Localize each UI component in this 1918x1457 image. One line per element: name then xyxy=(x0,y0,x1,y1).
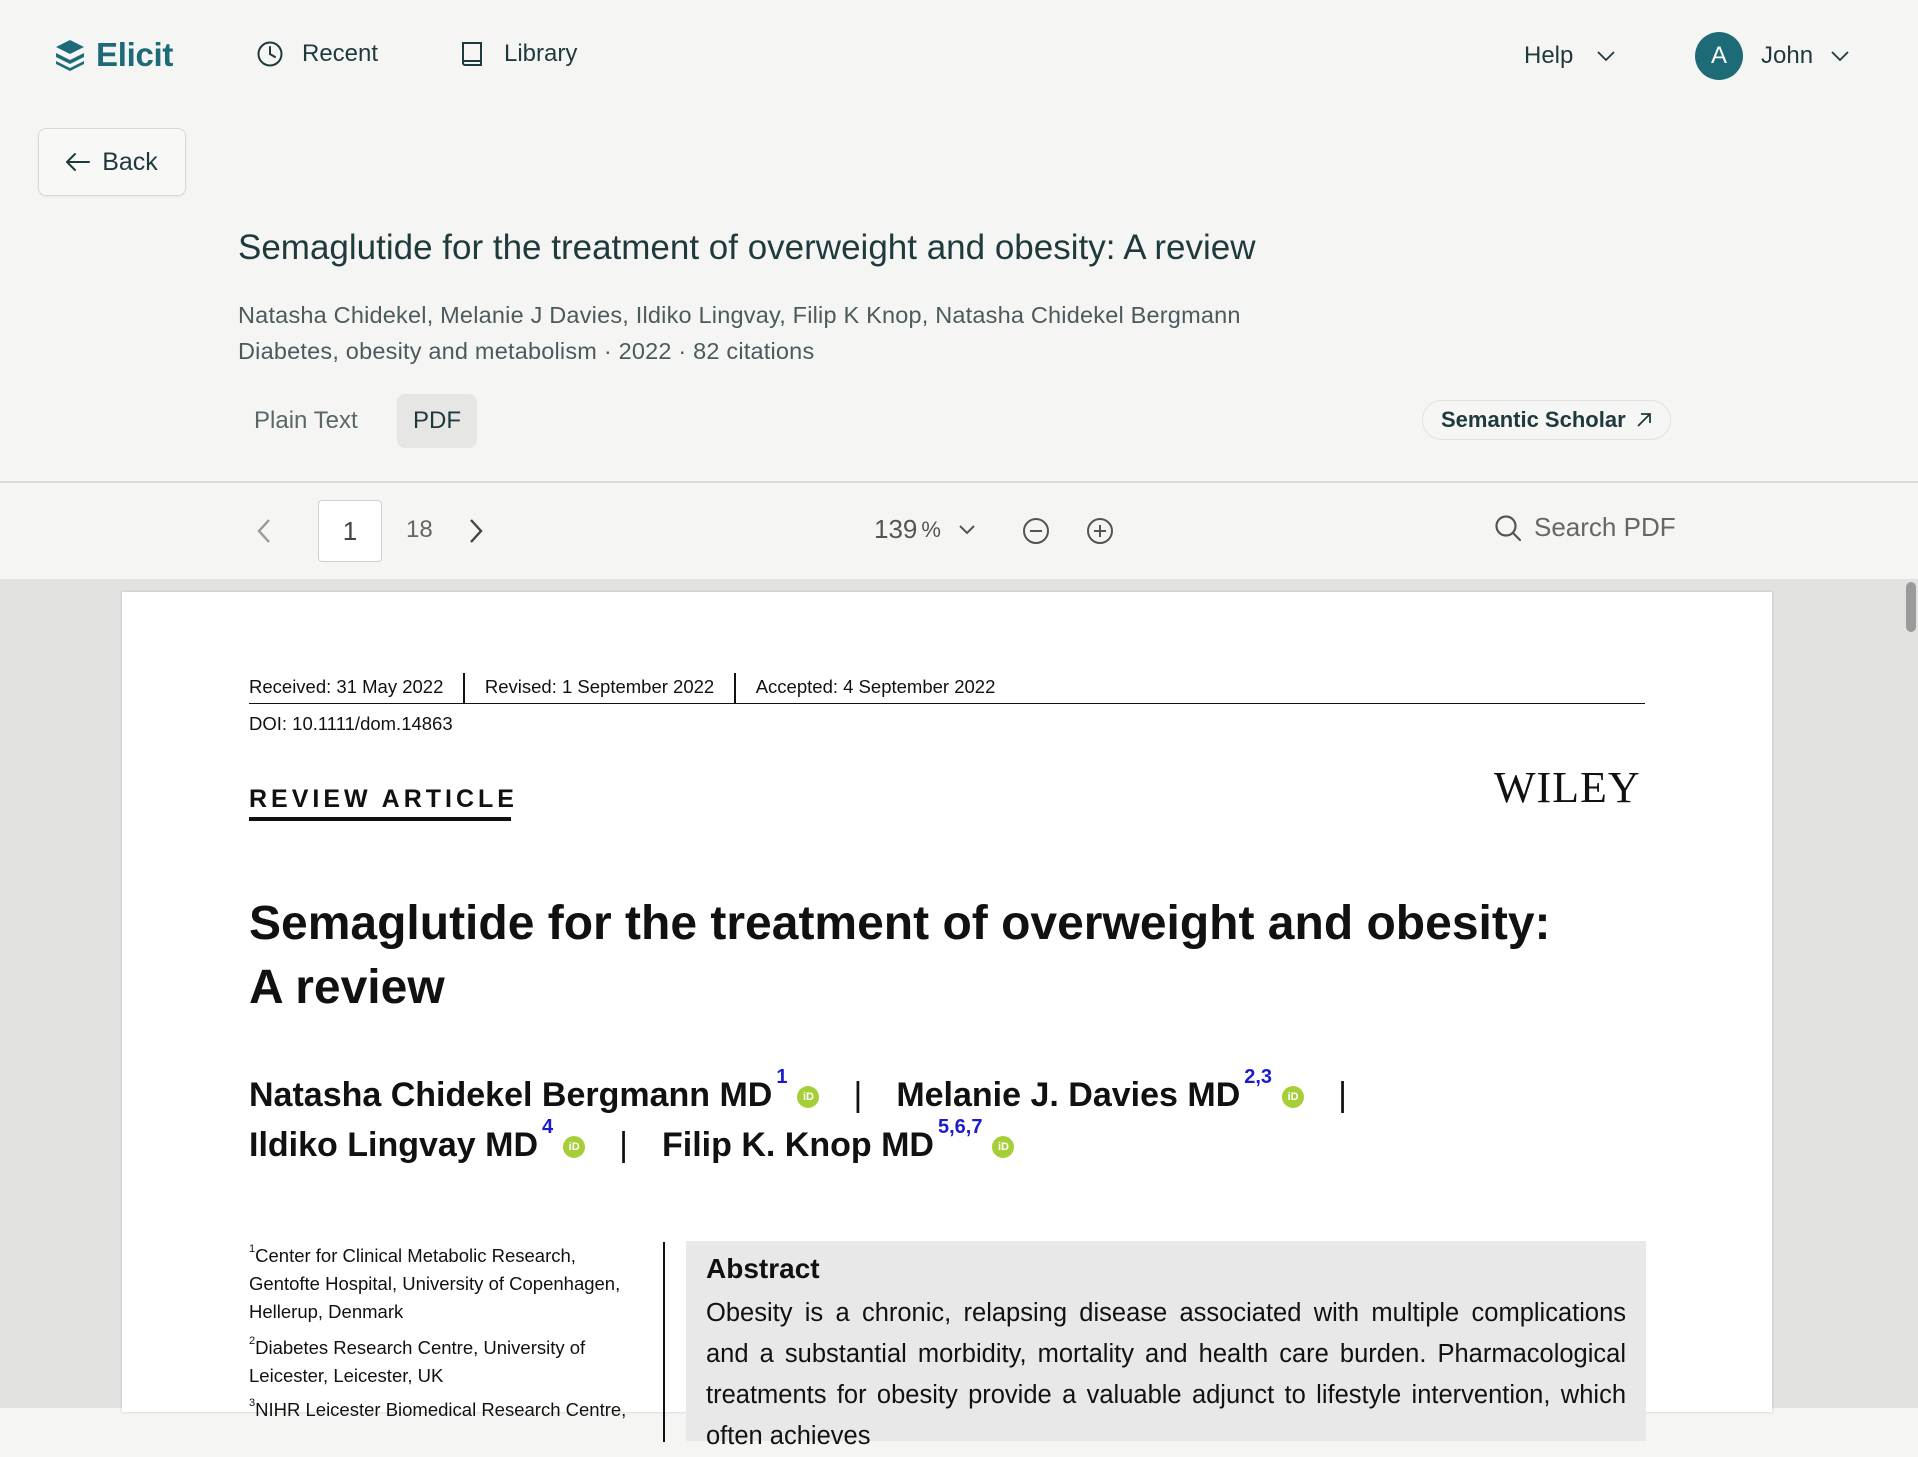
author-line xyxy=(249,1066,1381,1115)
orcid-icon[interactable]: iD xyxy=(563,1136,585,1158)
article-history xyxy=(249,673,1645,704)
search-icon xyxy=(1494,514,1522,542)
zoom-value: 139 xyxy=(874,514,918,544)
back-button[interactable] xyxy=(38,128,186,196)
divider xyxy=(734,673,736,704)
article-title-line: A review xyxy=(249,961,445,1014)
next-page-icon[interactable] xyxy=(468,518,484,544)
search-pdf[interactable] xyxy=(1494,512,1676,543)
pdf-page xyxy=(122,592,1772,1450)
author-line xyxy=(249,1116,1014,1165)
article-type-underline xyxy=(249,817,511,821)
author-separator: | xyxy=(853,1076,863,1114)
arrow-left-icon xyxy=(66,153,90,171)
paper-meta: Diabetes, obesity and metabolism · 2022 · 82 citations xyxy=(238,338,815,364)
back-label: Back xyxy=(102,147,158,176)
top-nav xyxy=(0,0,1918,112)
avatar: A xyxy=(1695,32,1743,80)
orcid-icon[interactable]: iD xyxy=(992,1136,1014,1158)
page-total: 18 xyxy=(406,516,433,543)
orcid-icon[interactable]: iD xyxy=(1282,1086,1304,1108)
affiliation-text: Center for Clinical Metabolic Research, Gentofte Hospital, University of Copenhagen, Hellerup, Denmark xyxy=(249,1245,621,1323)
nav-library[interactable] xyxy=(458,40,577,68)
article-title xyxy=(249,892,1569,1020)
affiliation-number: 3 xyxy=(249,1397,256,1409)
elicit-logo[interactable] xyxy=(54,36,173,74)
zoom-in-icon[interactable] xyxy=(1086,517,1114,545)
author-separator: | xyxy=(619,1126,629,1164)
affiliation-1 xyxy=(249,1238,649,1326)
article-type: REVIEW ARTICLE xyxy=(249,785,518,813)
author-affiliation: 2,3 xyxy=(1244,1066,1273,1088)
semantic-scholar-link[interactable] xyxy=(1422,400,1671,440)
abstract-text: Obesity is a chronic, relapsing disease associated with multiple complications and a substantial morbidity, mortality and health care burden. Pharmacological treatments for obesity provide a valuable adjunct to lifestyle intervention, which often achieves xyxy=(706,1299,1626,1450)
author-name: Natasha Chidekel Bergmann MD xyxy=(249,1076,773,1114)
affiliation-3 xyxy=(249,1392,649,1424)
tab-pdf[interactable]: PDF xyxy=(397,394,477,448)
doi: DOI: 10.1111/dom.14863 xyxy=(249,713,453,734)
user-menu[interactable] xyxy=(1695,32,1849,80)
help-label: Help xyxy=(1524,42,1574,69)
affiliation-text: Diabetes Research Centre, University of Leicester, Leicester, UK xyxy=(249,1337,586,1387)
author-affiliation: 5,6,7 xyxy=(937,1116,983,1138)
zoom-out-icon[interactable] xyxy=(1022,517,1050,545)
zoom-unit: % xyxy=(921,516,941,542)
chevron-down-icon xyxy=(1597,51,1615,61)
scrollbar-thumb[interactable] xyxy=(1906,582,1916,632)
author-name: Filip K. Knop MD xyxy=(662,1126,934,1164)
elicit-logo-icon xyxy=(54,38,86,72)
nav-recent[interactable] xyxy=(256,40,378,68)
user-name: John xyxy=(1761,42,1814,69)
abstract xyxy=(686,1241,1646,1450)
external-link-icon xyxy=(1636,412,1652,428)
affiliation-2 xyxy=(249,1330,649,1390)
publisher-logo: WILEY xyxy=(1494,763,1641,812)
paper-title: Semaglutide for the treatment of overweight and obesity: A review xyxy=(238,228,1256,267)
revised-date: Revised: 1 September 2022 xyxy=(484,676,715,697)
nav-recent-label: Recent xyxy=(302,40,379,67)
affiliation-number: 1 xyxy=(249,1243,256,1255)
author-affiliation: 4 xyxy=(542,1116,554,1138)
article-title-line: Semaglutide for the treatment of overweight and obesity: xyxy=(249,897,1551,950)
book-icon xyxy=(458,40,486,68)
chevron-down-icon xyxy=(1831,51,1849,61)
chevron-down-icon xyxy=(959,525,975,535)
affiliation-text: NIHR Leicester Biomedical Research Centre, xyxy=(255,1399,627,1421)
author-name: Ildiko Lingvay MD xyxy=(249,1126,539,1164)
brand-name: Elicit xyxy=(96,36,174,73)
author-name: Melanie J. Davies MD xyxy=(896,1076,1241,1114)
received-date: Received: 31 May 2022 xyxy=(249,676,444,697)
search-pdf-placeholder: Search PDF xyxy=(1534,512,1676,542)
page-number-input[interactable] xyxy=(318,500,382,562)
prev-page-icon[interactable] xyxy=(256,518,272,544)
affiliation-number: 2 xyxy=(249,1335,256,1347)
author-separator: | xyxy=(1338,1076,1347,1114)
orcid-icon[interactable]: iD xyxy=(797,1086,819,1108)
author-affiliation: 1 xyxy=(776,1066,788,1088)
nav-library-label: Library xyxy=(504,40,578,67)
divider xyxy=(463,673,465,704)
help-menu[interactable] xyxy=(1524,42,1615,70)
abstract-heading: Abstract xyxy=(706,1253,820,1284)
clock-icon xyxy=(256,40,284,68)
column-divider xyxy=(663,1242,665,1442)
semantic-scholar-label: Semantic Scholar xyxy=(1441,407,1626,432)
tab-plain-text[interactable]: Plain Text xyxy=(254,407,358,434)
zoom-select[interactable] xyxy=(874,514,975,545)
paper-authors: Natasha Chidekel, Melanie J Davies, Ildiko Lingvay, Filip K Knop, Natasha Chidekel Bergmann xyxy=(238,302,1241,328)
accepted-date: Accepted: 4 September 2022 xyxy=(755,676,996,697)
